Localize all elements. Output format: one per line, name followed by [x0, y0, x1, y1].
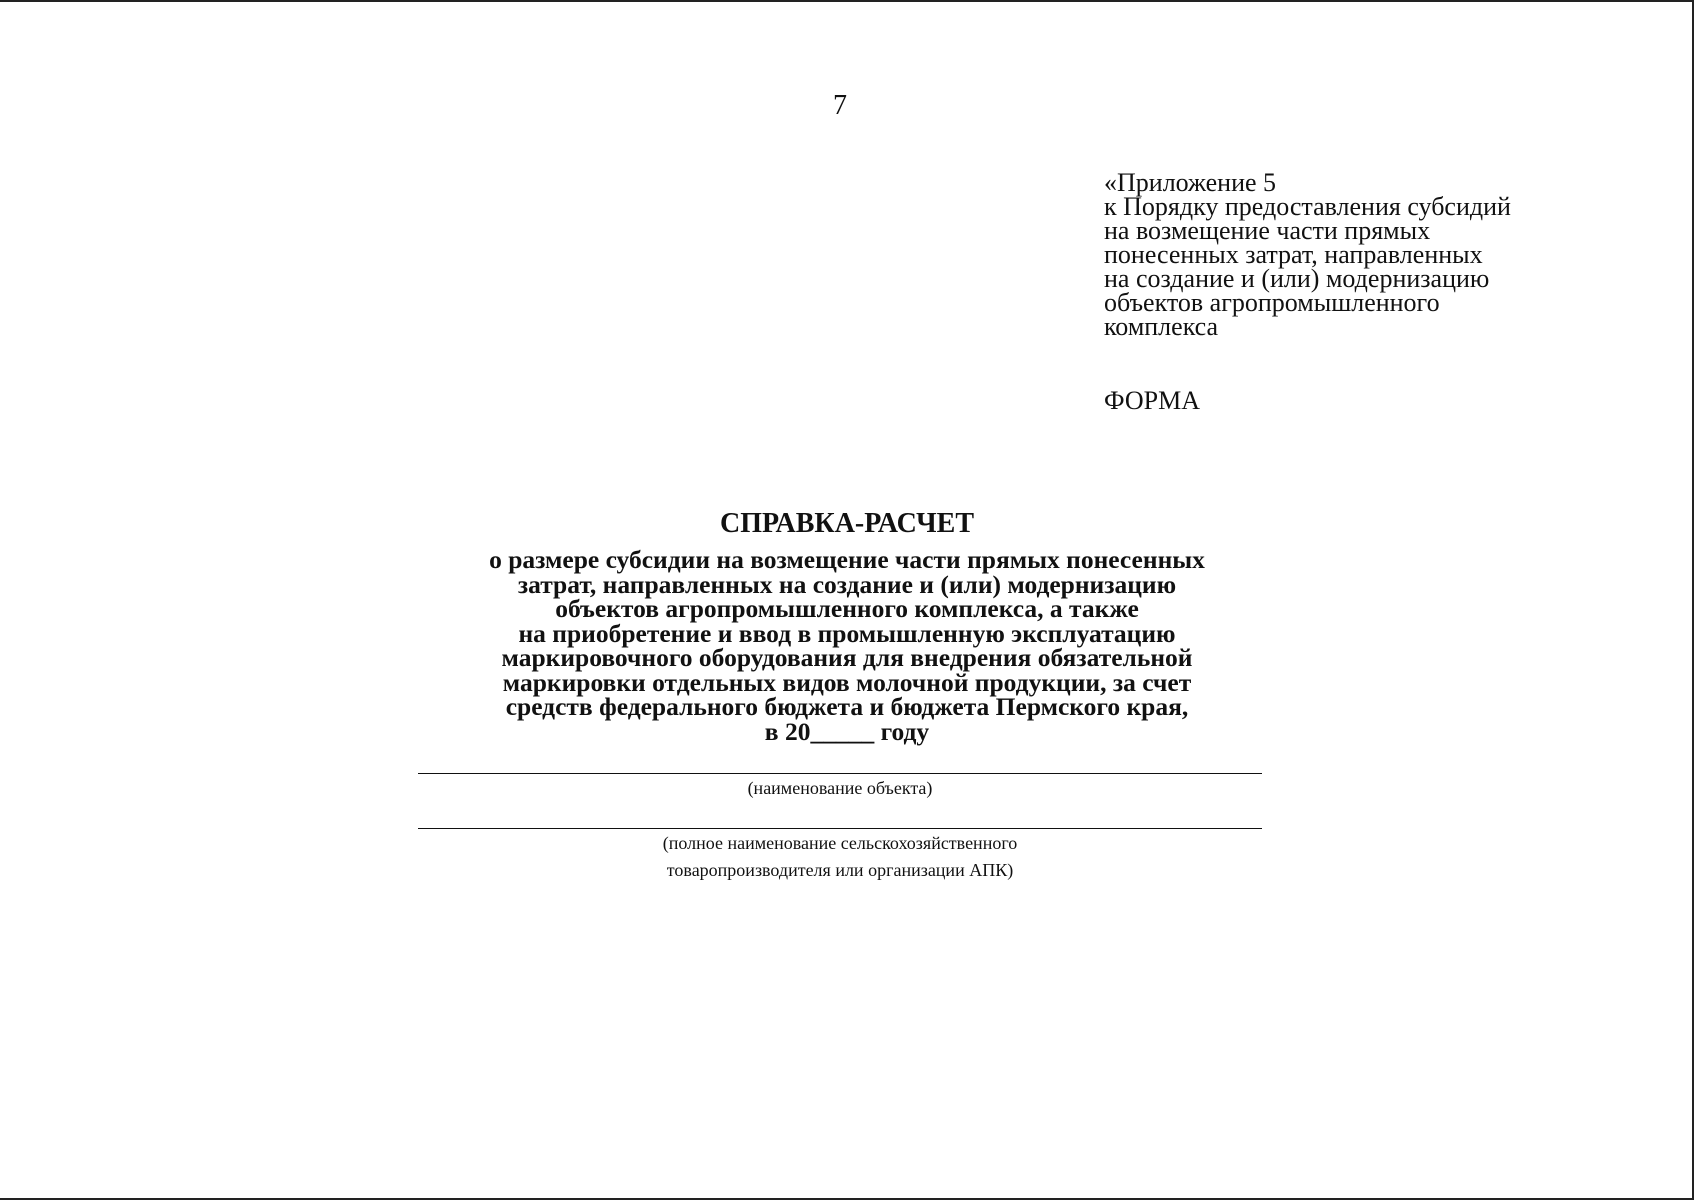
subtitle-line: затрат, направленных на создание и (или) модернизацию	[517, 569, 1177, 599]
object-name-line	[418, 773, 1262, 774]
appendix-line: объектов агропромышленного	[1104, 288, 1440, 317]
appendix-line: понесенных затрат, направленных	[1104, 240, 1483, 269]
subtitle-line: средств федерального бюджета и бюджета Пермского края,	[505, 692, 1189, 721]
subtitle-line: маркировки отдельных видов молочной продукции, за счет	[502, 667, 1192, 697]
appendix-line: к Порядку предоставления субсидий	[1104, 192, 1511, 221]
subtitle-line: объектов агропромышленного комплекса, а также	[555, 594, 1139, 623]
appendix-line: на возмещение части прямых	[1104, 216, 1431, 245]
caption-line: (полное наименование сельскохозяйственного	[662, 833, 1018, 853]
appendix-line: «Приложение 5	[1104, 168, 1277, 197]
subtitle-line: на приобретение и ввод в промышленную эксплуатацию	[518, 618, 1176, 648]
subtitle-line: в 20_____ году	[764, 716, 930, 746]
subtitle-line: маркировочного оборудования для внедрения обязательной	[501, 643, 1193, 672]
producer-name-caption	[418, 830, 1262, 884]
producer-name-line	[418, 828, 1262, 829]
object-name-caption: (наименование объекта)	[747, 778, 933, 798]
form-label: ФОРМА	[1104, 386, 1200, 415]
subtitle-line: о размере субсидии на возмещение части прямых понесенных	[489, 545, 1205, 574]
page-number: 7	[833, 90, 847, 121]
appendix-line: на создание и (или) модернизацию	[1104, 264, 1490, 293]
appendix-reference	[1104, 168, 1574, 341]
appendix-line: комплекса	[1104, 312, 1219, 341]
document-subtitle	[347, 545, 1347, 746]
caption-line: товаропроизводителя или организации АПК)	[666, 860, 1014, 880]
document-title: СПРАВКА-РАСЧЕТ	[719, 508, 975, 539]
